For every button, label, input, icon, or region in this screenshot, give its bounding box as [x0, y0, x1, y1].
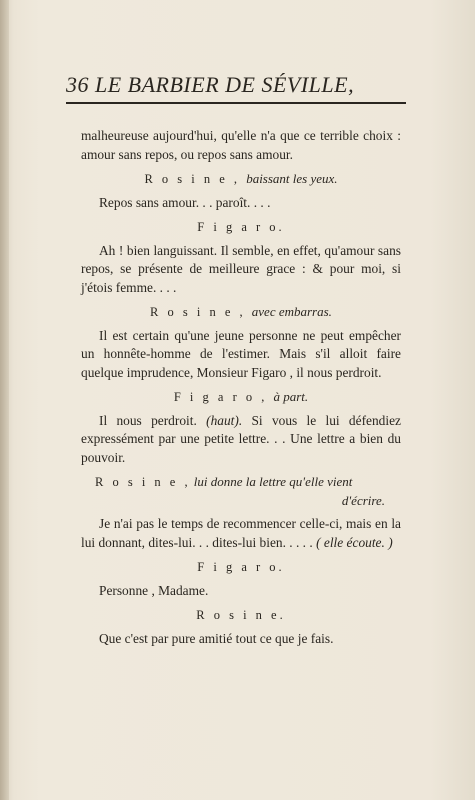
speaker-heading	[81, 558, 401, 577]
running-header	[66, 72, 406, 100]
dialogue-line: malheureuse aujourd'hui, qu'elle n'a que ce terrible choix : amour sans repos, ou repos sans amour.	[81, 128, 401, 162]
speaker-name: F i g a r o.	[197, 560, 285, 574]
dialogue-text: Il nous perdroit.	[99, 412, 197, 428]
running-title: LE BARBIER DE SÉVILLE,	[95, 72, 355, 97]
stage-direction-continued: d'écrire.	[341, 492, 385, 508]
dialogue-line	[81, 412, 401, 468]
dialogue-line: Il est certain qu'une jeune personne ne peut empêcher un honnête-homme de l'estimer. Mais s'il alloit faire quelque imprudence, Monsieur Figaro , il nous perdroit.	[81, 327, 401, 380]
speaker-heading	[81, 388, 401, 407]
speaker-name: R o s i n e ,	[144, 172, 241, 186]
stage-direction: ( elle écoute. )	[316, 534, 393, 550]
speaker-heading	[81, 473, 401, 510]
binding-gutter	[0, 0, 9, 800]
dialogue-line	[81, 515, 401, 552]
dialogue-line: Personne , Madame.	[99, 582, 209, 598]
page-body	[81, 127, 401, 648]
speaker-name: F i g a r o.	[197, 220, 285, 234]
speaker-name: F i g a r o ,	[173, 390, 268, 404]
speaker-name: R o s i n e ,	[95, 475, 191, 489]
stage-direction: (haut).	[206, 412, 243, 428]
dialogue-text: Je n'ai pas le temps de recommencer celle-ci, mais en la lui donnant, dites-lui. . . dites-lui bien. . . . .	[81, 516, 401, 550]
stage-direction: avec embarras.	[251, 304, 332, 319]
stage-direction: baissant les yeux.	[246, 171, 338, 186]
page-number: 36	[66, 72, 89, 97]
speaker-heading	[81, 218, 401, 237]
dialogue-line: Repos sans amour. . . paroît. . . .	[99, 194, 271, 210]
speaker-heading	[81, 170, 401, 189]
speaker-heading	[81, 606, 401, 625]
stage-direction: à part.	[273, 389, 309, 404]
stage-direction: lui donne la lettre qu'elle vient	[193, 474, 353, 489]
header-rule	[66, 102, 406, 104]
dialogue-line: Que c'est par pure amitié tout ce que je fais.	[99, 630, 334, 646]
speaker-heading	[81, 303, 401, 322]
dialogue-text: Si vous le lui défendiez expressément par une petite lettre. . . Une lettre a bien du pouvoir.	[81, 412, 401, 465]
dialogue-line: Ah ! bien languissant. Il semble, en effet, qu'amour sans repos, se présente de meilleure grace : & pour moi, si j'étois femme. . . .	[81, 242, 401, 295]
speaker-name: R o s i n e ,	[150, 305, 246, 319]
speaker-name: R o s i n e.	[196, 608, 286, 622]
